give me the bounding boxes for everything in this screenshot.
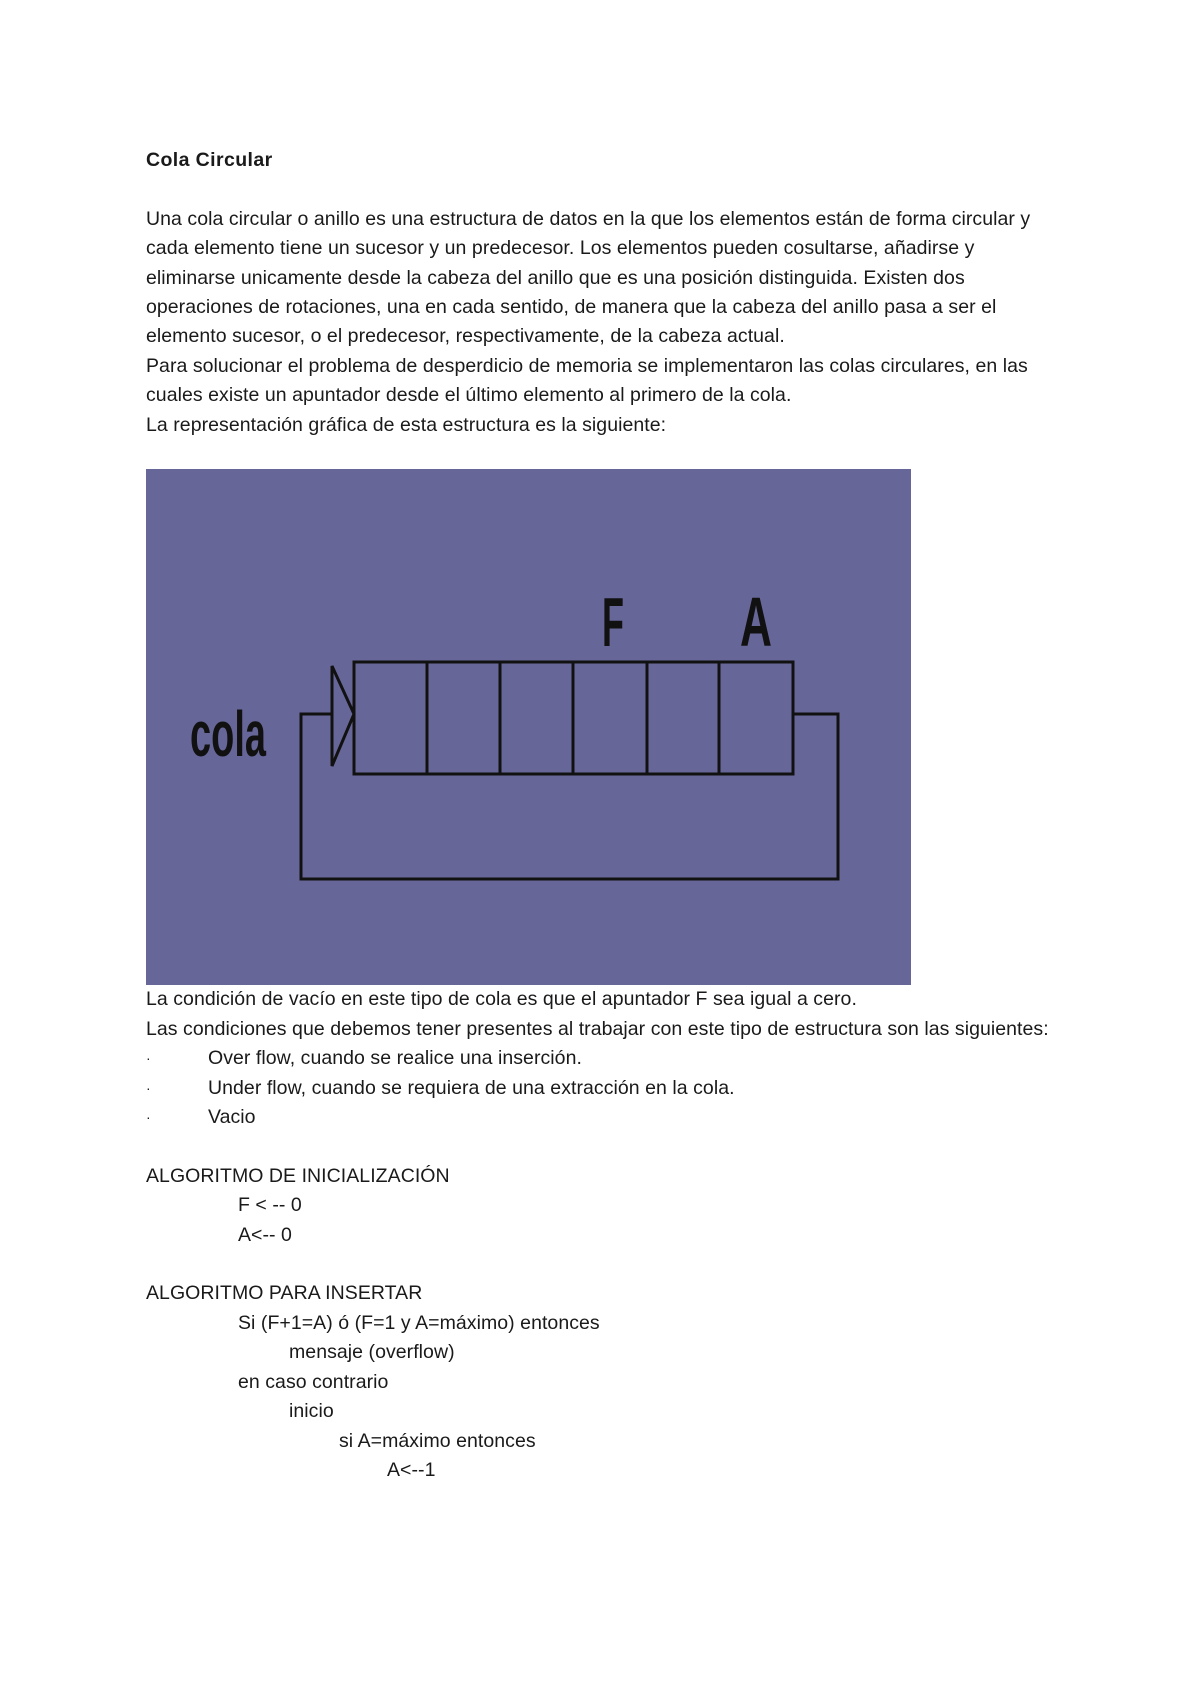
document-page [146, 146, 1066, 1485]
insert-algorithm-line: inicio [289, 1400, 334, 1423]
list-item-text: Vacio [208, 1106, 256, 1129]
intro-paragraph-1: Una cola circular o anillo es una estructura de datos en la que los elementos están de forma circular y cada elemento tiene un sucesor y un predecesor. Los elementos pueden cosultarse, añadirse y eliminarse unicamente desde la cabeza del anillo que es una posición distinguida. Existen dos operaciones de rotaciones, una en cada sentido, de manera que la cabeza del anillo pasa a ser el elemento sucesor, o el predecesor, respectivamente, de la cabeza actual. [146, 207, 1031, 348]
list-item [146, 1103, 1066, 1132]
conditions-list [146, 1044, 1066, 1132]
bullet-glyph: · [146, 1079, 151, 1096]
insert-algorithm-line: mensaje (overflow) [289, 1341, 455, 1364]
circular-queue-diagram [146, 469, 911, 985]
empty-condition-text: La condición de vacío en este tipo de cola es que el apuntador F sea igual a cero. [146, 988, 857, 1011]
intro-paragraph-3: La representación gráfica de esta estructura es la siguiente: [146, 413, 667, 436]
init-algorithm-line: A<-- 0 [238, 1223, 292, 1246]
conditions-intro-text: Las condiciones que debemos tener presentes al trabajar con este tipo de estructura son las siguientes: [146, 1017, 1049, 1040]
insert-algorithm-heading: ALGORITMO PARA INSERTAR [146, 1282, 423, 1305]
intro-paragraph-2: Para solucionar el problema de desperdicio de memoria se implementaron las colas circulares, en las cuales existe un apuntador desde el último elemento al primero de la cola. [146, 354, 1028, 407]
document-title: Cola Circular [146, 149, 273, 171]
init-algorithm-heading: ALGORITMO DE INICIALIZACIÓN [146, 1164, 450, 1187]
insert-algorithm-line: en caso contrario [238, 1370, 389, 1393]
bullet-glyph: · [146, 1109, 151, 1126]
front-pointer-label: F [602, 583, 624, 662]
init-algorithm-line: F < -- 0 [238, 1194, 302, 1217]
list-item-text: Over flow, cuando se realice una inserción. [208, 1047, 582, 1070]
list-item [146, 1044, 1066, 1073]
insert-algorithm-line: A<--1 [387, 1458, 436, 1481]
rear-pointer-label: A [740, 583, 772, 662]
insert-algorithm-line: si A=máximo entonces [339, 1429, 536, 1452]
bullet-glyph: · [146, 1050, 151, 1067]
insert-algorithm-line: Si (F+1=A) ó (F=1 y A=máximo) entonces [238, 1311, 600, 1334]
cola-label: cola [190, 698, 267, 771]
list-item-text: Under flow, cuando se requiera de una extracción en la cola. [208, 1076, 735, 1099]
list-item [146, 1074, 1066, 1103]
